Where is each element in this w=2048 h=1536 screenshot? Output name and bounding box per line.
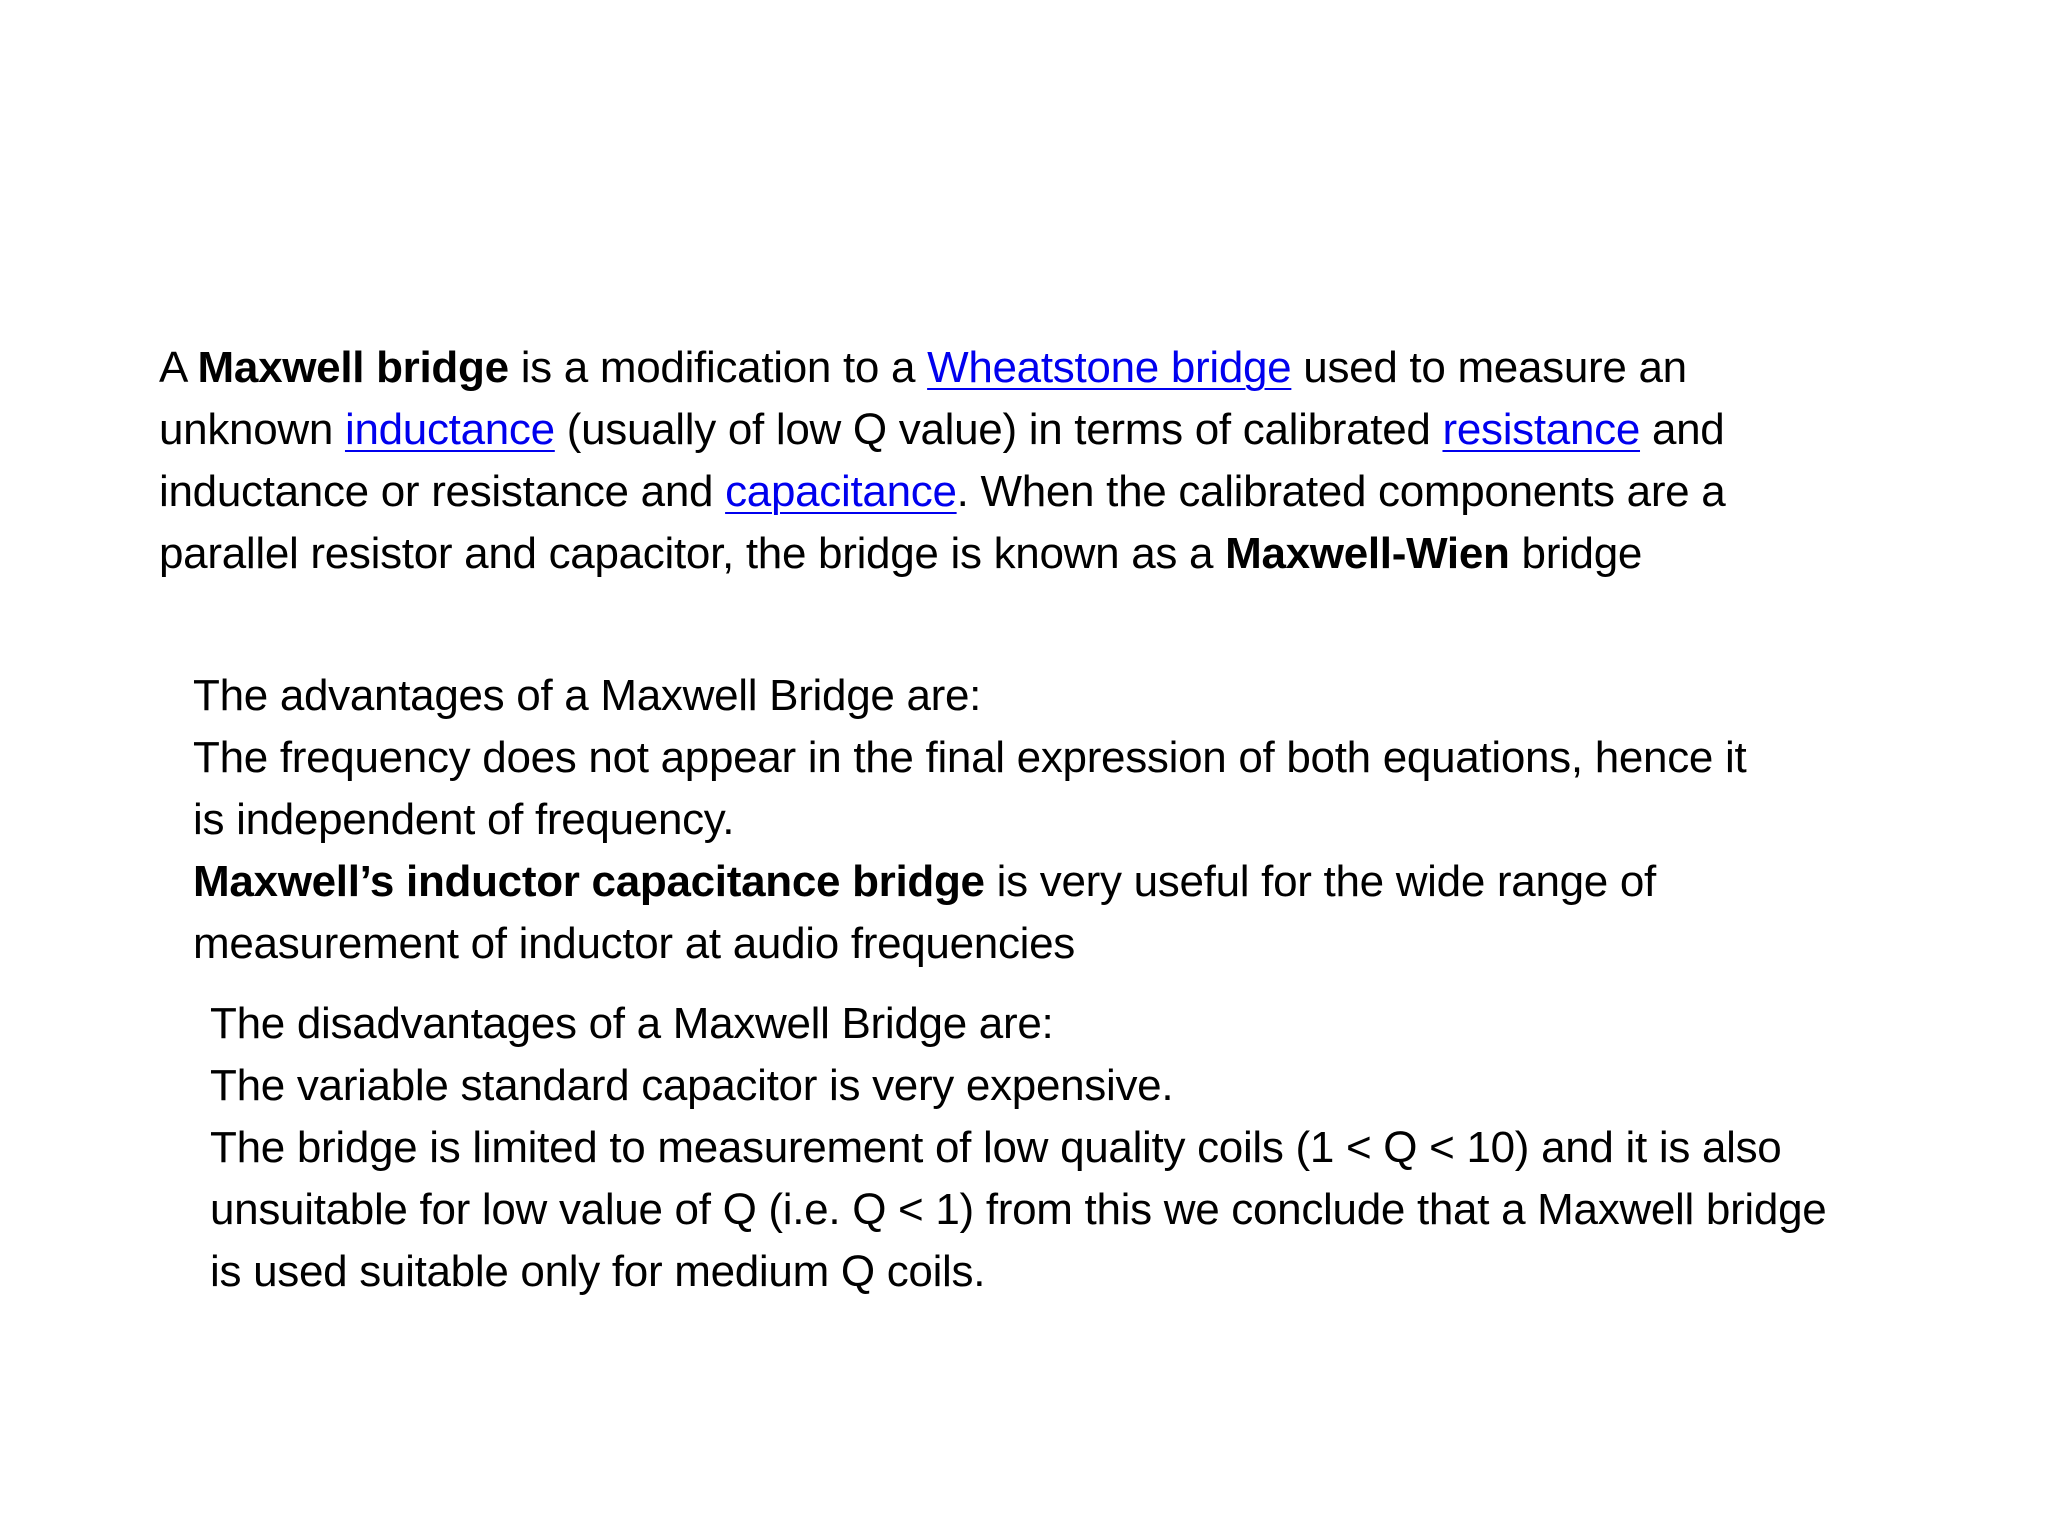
advantages-line-2: The frequency does not appear in the final expression of both equations, hence it	[193, 733, 1747, 782]
advantages-line-4	[193, 851, 1973, 913]
intro-line-1	[159, 337, 1979, 399]
advantages-heading: The advantages of a Maxwell Bridge are:	[193, 671, 982, 720]
disadvantages-heading: The disadvantages of a Maxwell Bridge are:	[210, 999, 1054, 1048]
text: parallel resistor and capacitor, the bridge is known as a	[159, 529, 1226, 578]
text: (usually of low Q value) in terms of calibrated	[554, 405, 1443, 454]
advantages-section	[193, 665, 1973, 975]
maxwell-inductor-capacitance-bridge-term: Maxwell’s inductor capacitance bridge	[193, 857, 985, 906]
intro-line-4	[159, 523, 1979, 585]
advantages-line-5: measurement of inductor at audio frequencies	[193, 919, 1075, 968]
disadvantages-line-3: The bridge is limited to measurement of low quality coils (1 < Q < 10) and it is also	[210, 1123, 1782, 1172]
intro-line-2	[159, 399, 1979, 461]
disadvantages-line-4: unsuitable for low value of Q (i.e. Q < 1) from this we conclude that a Maxwell bridge	[210, 1185, 1827, 1234]
wheatstone-bridge-link[interactable]: Wheatstone bridge	[927, 343, 1292, 392]
intro-paragraph	[159, 337, 1979, 585]
text: is very useful for the wide range of	[984, 857, 1656, 906]
maxwell-bridge-term: Maxwell bridge	[197, 343, 509, 392]
maxwell-wien-term: Maxwell-Wien	[1225, 529, 1510, 578]
text: A	[159, 343, 198, 392]
disadvantages-line-2: The variable standard capacitor is very expensive.	[210, 1061, 1174, 1110]
text: . When the calibrated components are a	[956, 467, 1726, 516]
disadvantages-section	[210, 993, 2030, 1303]
text: bridge	[1509, 529, 1643, 578]
text: is a modification to a	[508, 343, 928, 392]
resistance-link[interactable]: resistance	[1442, 405, 1641, 454]
intro-line-3	[159, 461, 1979, 523]
text: and	[1640, 405, 1725, 454]
capacitance-link[interactable]: capacitance	[725, 467, 957, 516]
disadvantages-line-5: is used suitable only for medium Q coils.	[210, 1247, 986, 1296]
inductance-link[interactable]: inductance	[344, 405, 555, 454]
text: unknown	[159, 405, 345, 454]
text: inductance or resistance and	[159, 467, 726, 516]
text: used to measure an	[1291, 343, 1687, 392]
advantages-line-3: is independent of frequency.	[193, 795, 735, 844]
